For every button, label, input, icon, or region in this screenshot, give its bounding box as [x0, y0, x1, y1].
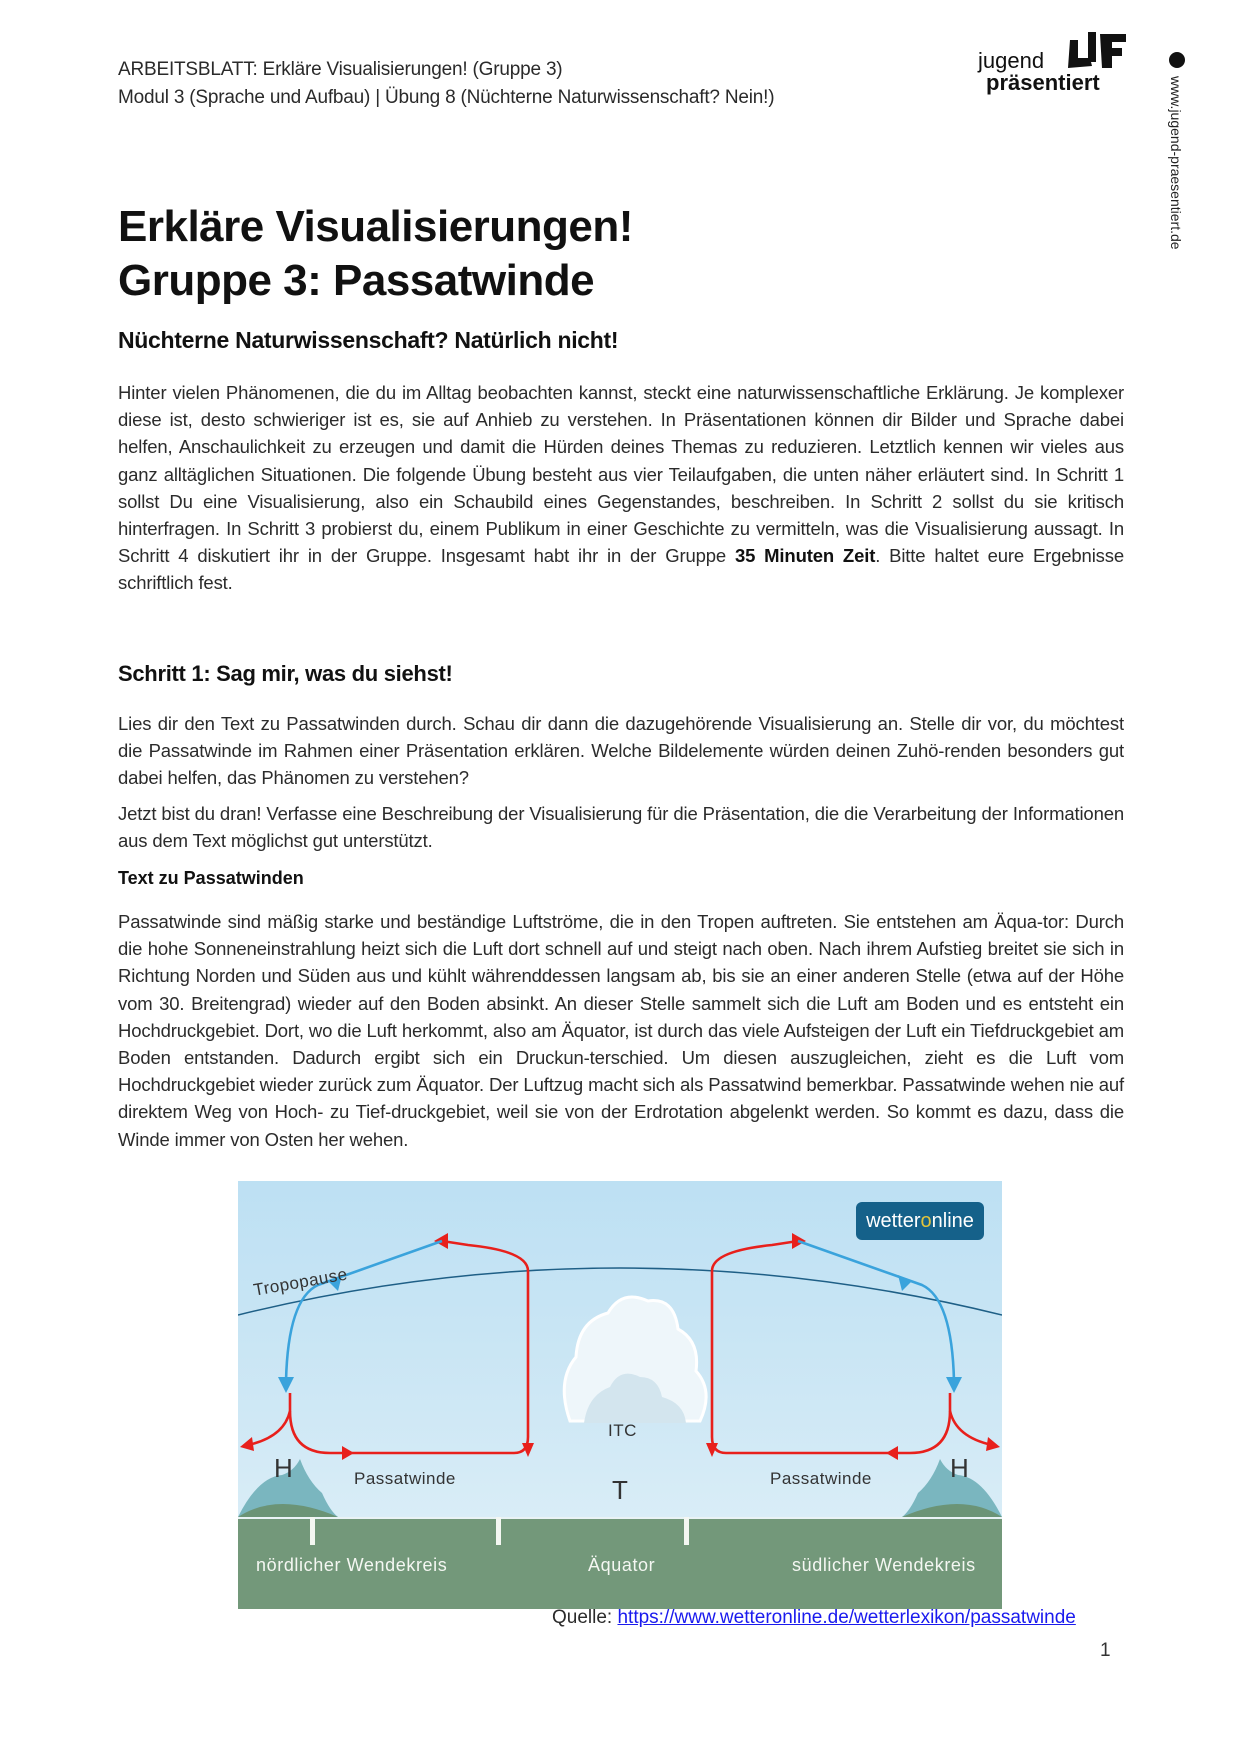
tick-south-tropic: [684, 1517, 689, 1545]
header-line-1: ARBEITSBLATT: Erkläre Visualisierungen! (Gruppe 3): [118, 59, 563, 80]
source-link[interactable]: https://www.wetteronline.de/wetterlexikon/passatwinde: [617, 1607, 1076, 1628]
figure-source: [552, 1607, 1076, 1629]
title-line-2: Gruppe 3: Passatwinde: [118, 256, 595, 305]
north-tropic-label: nördlicher Wendekreis: [256, 1555, 448, 1575]
website-url-text: www.jugend-praesentiert.de: [1168, 76, 1184, 250]
low-pressure-label: T: [612, 1475, 629, 1505]
intro-text: Hinter vielen Phänomenen, die du im Alltag beobachten kannst, steckt eine naturwissenschaftliche Erklärung. Je komplexer diese ist, desto schwieriger ist es, sie auf Anhieb zu verstehen. In Präsentationen können dir Bilder und Sprache dabei helfen, Anschaulichkeit zu erzeugen und damit die Hürden deines Themas zu reduzieren. Letztlich kennen wir vieles aus ganz alltäglichen Situationen. Die folgende Übung besteht aus vier Teilaufgaben, die unten näher erläutert sind. In Schritt 1 sollst Du eine Visualisierung, also ein Schaubild eines Gegenstandes, beschreiben. In Schritt 2 sollst du sie kritisch hinterfragen. In Schritt 3 probierst du, einem Publikum in einer Geschichte zu vermitteln, was die Visualisierung aussagt. In Schritt 4 diskutiert ihr in der Gruppe. Insgesamt habt ihr in der Gruppe: [118, 382, 1124, 567]
time-limit: 35 Minuten Zeit: [734, 545, 876, 567]
page-subtitle: Nüchterne Naturwissenschaft? Natürlich nicht!: [118, 327, 619, 353]
globe-icon: [1169, 52, 1185, 68]
header-line-2: Modul 3 (Sprache und Aufbau) | Übung 8 (Nüchterne Naturwissenschaft? Nein!): [118, 87, 775, 108]
passatwinde-diagram: [238, 1181, 1002, 1609]
equator-label: Äquator: [588, 1555, 656, 1575]
step1-paragraph-2: Jetzt bist du dran! Verfasse eine Beschreibung der Visualisierung für die Präsentation, die die Verarbeitung der Informationen aus dem Text möglichst gut unterstützt.: [118, 803, 1124, 852]
page-number: 1: [1100, 1640, 1111, 1661]
worksheet-header: [118, 56, 774, 112]
step1-heading: Schritt 1: Sag mir, was du siehst!: [118, 661, 453, 686]
cloud-icon: [564, 1297, 706, 1423]
logo-line-2: präsentiert: [986, 70, 1100, 95]
south-tropic-label: südlicher Wendekreis: [792, 1555, 976, 1575]
tick-equator: [496, 1517, 501, 1545]
text-heading: Text zu Passatwinden: [118, 868, 304, 888]
source-label: Quelle:: [552, 1607, 618, 1628]
passatwinde-text: Passatwinde sind mäßig starke und beständige Luftströme, die in den Tropen auftreten. Sie entstehen am Äqua-tor: Durch die hohe Sonneneinstrahlung heizt sich die Luft dort schnell auf und steigt nach oben. Nach ihrem Aufstieg breitet sie sich in Richtung Norden und Süden aus und kühlt währenddessen langsam ab, bis sie an einer anderen Stelle (etwa auf der Höhe vom 30. Breitengrad) wieder auf den Boden absinkt. An dieser Stelle sammelt sich die Luft am Boden und es entsteht ein Hochdruckgebiet. Dort, wo die Luft herkommt, also am Äquator, ist durch das viele Aufsteigen der Luft ein Tiefdruckgebiet am Boden entstanden. Dadurch ergibt sich ein Druckun-terschied. Um diesen auszugleichen, zieht es die Luft vom Hochdruckgebiet wieder zurück zum Äquator. Der Luftzug macht sich als Passatwind bemerkbar. Passatwinde wehen nie auf direktem Weg von Hoch- zu Tief-druckgebiet, weil sie von der Erdrotation abgelenkt werden. So kommt es dazu, dass die Winde immer von Osten her wehen.: [118, 911, 1124, 1150]
page-title: [118, 200, 633, 308]
trade-wind-left-label: Passatwinde: [354, 1469, 456, 1488]
intro-text-end: . Bitte haltet eure Ergebnisse schriftlich fest.: [118, 545, 1124, 594]
trade-wind-right-label: Passatwinde: [770, 1469, 872, 1488]
wind-circulation-graphic: [238, 1181, 1002, 1609]
tick-north-tropic: [310, 1517, 315, 1545]
website-url: [1166, 52, 1190, 292]
intro-paragraph: [118, 379, 1124, 597]
step1-paragraph-1: Lies dir den Text zu Passatwinden durch. Schau dir dann die dazugehörende Visualisierung an. Stelle dir vor, du möchtest die Passatwinde im Rahmen einer Präsentation erklären. Welche Bildelemente würden deinen Zuhö-renden besonders gut dabei helfen, das Phänomen zu verstehen?: [118, 713, 1124, 789]
high-pressure-right-label: H: [950, 1453, 970, 1483]
jugend-praesentiert-logo: [978, 28, 1138, 108]
tropopause-label: Tropopause: [252, 1264, 349, 1300]
wetteronline-logo: wetteronline: [856, 1202, 984, 1240]
high-pressure-left-label: H: [274, 1453, 294, 1483]
itc-label: ITC: [608, 1421, 637, 1440]
logo-mark-icon: [1066, 28, 1130, 74]
logo-line-1: jugend: [978, 48, 1045, 73]
title-line-1: Erkläre Visualisierungen!: [118, 202, 633, 251]
